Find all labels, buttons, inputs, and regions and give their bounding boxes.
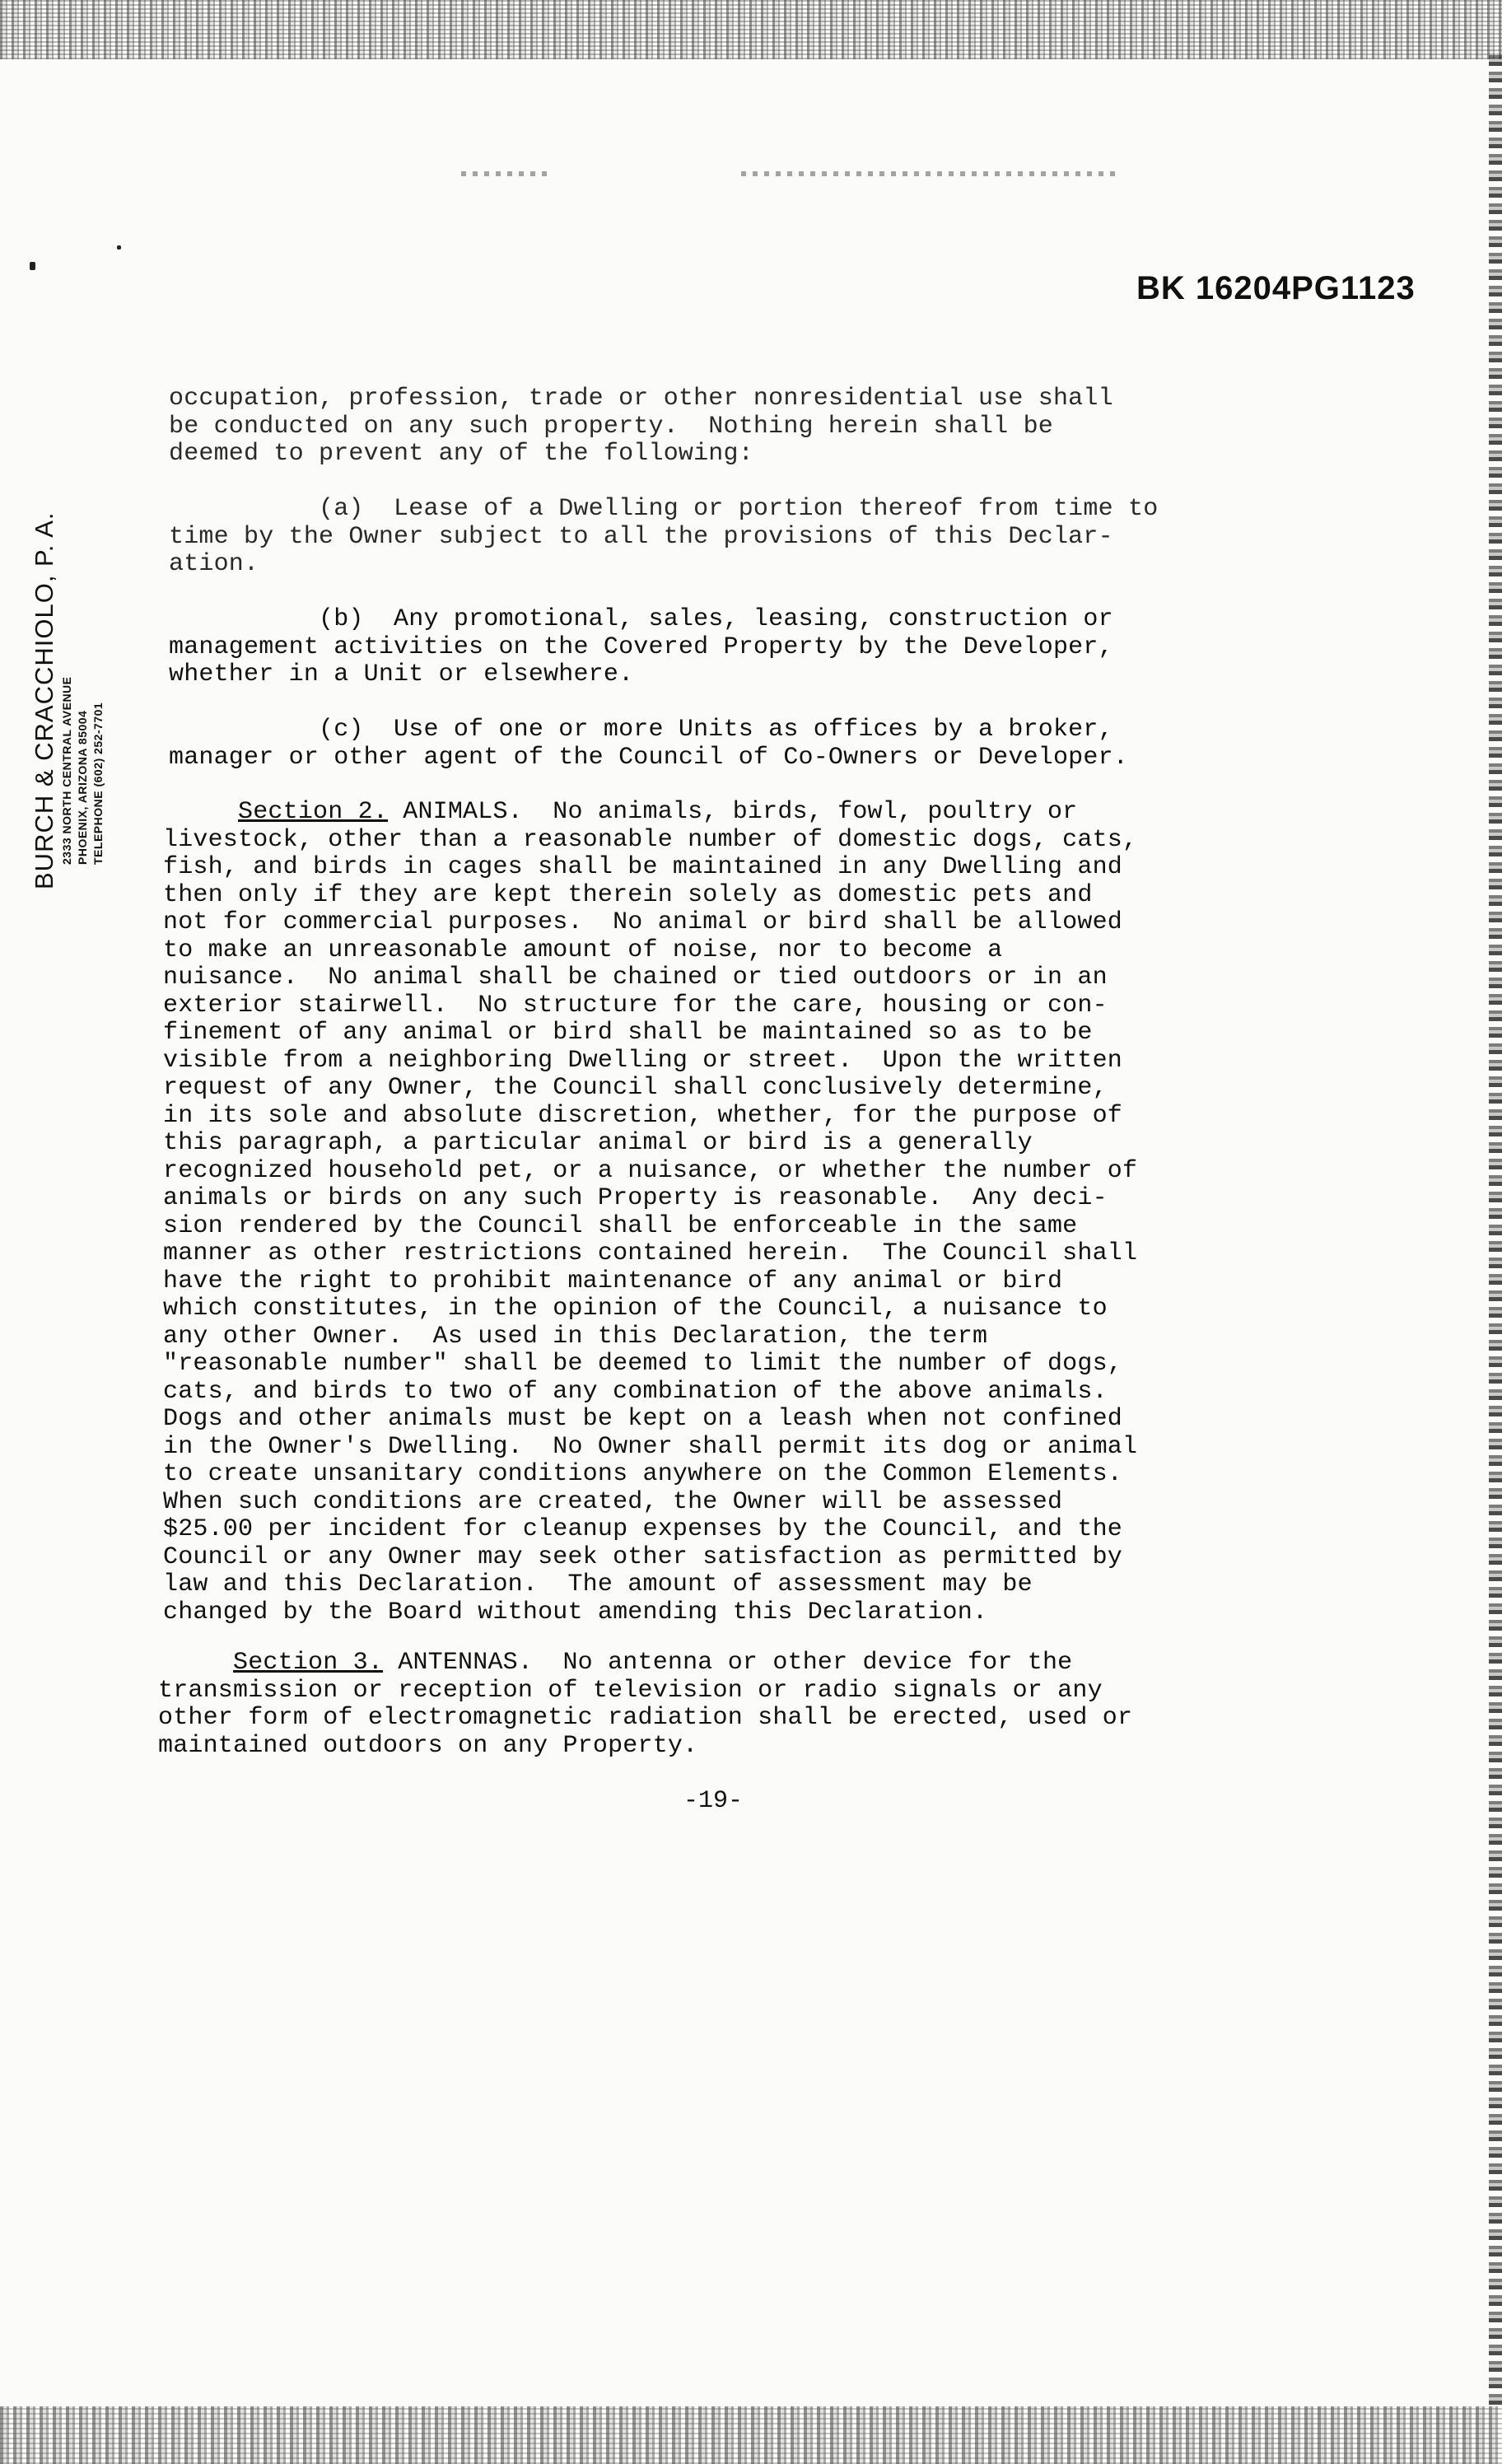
scan-noise-right <box>1489 49 1502 2405</box>
item-b-paragraph: (b) Any promotional, sales, leasing, construction or management activities on the Covered Property by the Developer, whether in a Unit or elsewhere. <box>169 605 1113 688</box>
intro-paragraph: occupation, profession, trade or other nonresidential use shall be conducted on any such property. Nothing herein shall be deemed to prevent any of the following: <box>169 385 1113 468</box>
scan-noise-bottom <box>0 2406 1502 2464</box>
item-a-paragraph: (a) Lease of a Dwelling or portion thereof from time to time by the Owner subject to all the provisions of this Declar- ation. <box>169 495 1159 578</box>
firm-telephone: TELEPHONE (602) 252-7701 <box>91 702 105 865</box>
scan-noise-top <box>0 0 1502 59</box>
law-firm-sidebar <box>30 511 128 889</box>
item-c-paragraph: (c) Use of one or more Units as offices by a broker, manager or other agent of the Council of Co-Owners or Developer. <box>169 716 1128 772</box>
firm-address-line2: PHOENIX, ARIZONA 85004 <box>76 710 89 865</box>
firm-name: BURCH & CRACCHIOLO, P. A. <box>30 511 58 889</box>
section-3-text: ANTENNAS. No antenna or other device for the transmission or reception of television or radio signals or any other form of electromagnetic radiation shall be erected, used or maintained outdoors on any Property. <box>158 1649 1133 1760</box>
firm-address-line1: 2333 NORTH CENTRAL AVENUE <box>60 676 73 865</box>
section-3-paragraph <box>158 1650 1344 1760</box>
section-3-heading: Section 3. <box>233 1649 384 1677</box>
section-2-text: ANIMALS. No animals, birds, fowl, poultry or livestock, other than a reasonable number of domestic dogs, cats, fish, and birds in cages shall be maintained in any Dwelling and then only if they are kept therein solely as domestic pets and not for commercial purposes. No animal or bird shall be allowed to make an unreasonable amount of noise, nor to become a nuisance. No animal shall be chained or tied outdoors or in an exterior stairwell. No structure for the care, housing or con- finement of any animal or bird shall be maintained so as to be visible from a neighboring Dwelling or street. Upon the written request of any Owner, the Council shall conclusively determine, in its sole and absolute discretion, whether, for the purpose of this paragraph, a particular animal or bird is a generally recognized household pet, or a nuisance, or whether the number of animals or birds on any such Property is reasonable. Any deci- sion rendered by the Council shall be enforceable in the same manner as other restrictions contained herein. The Council shall have the right to prohibit maintenance of any animal or bird which constitutes, in the opinion of the Council, a nuisance to any other Owner. As used in this Declaration, the term "reasonable number" shall be deemed to limit the number of dogs, cats, and birds to two of any combination of the above animals. Dogs and other animals must be kept on a leash when not confined in the Owner's Dwelling. No Owner shall permit its dog or animal to create unsanitary conditions anywhere on the Common Elements. When such conditions are created, the Owner will be assessed $25.00 per incident for cleanup expenses by the Council, and the Council or any Owner may seek other satisfaction as permitted by law and this Declaration. The amount of assessment may be changed by the Board without amending this Declaration. <box>163 798 1138 1626</box>
section-2-paragraph <box>163 799 1349 1626</box>
scan-speck <box>117 245 121 250</box>
book-page-reference: BK 16204PG1123 <box>1136 270 1416 306</box>
scan-artifact <box>741 171 1120 176</box>
page-number: -19- <box>683 1787 744 1815</box>
scan-artifact <box>461 171 552 176</box>
scan-speck <box>30 262 35 270</box>
section-2-heading: Section 2. <box>238 798 389 826</box>
